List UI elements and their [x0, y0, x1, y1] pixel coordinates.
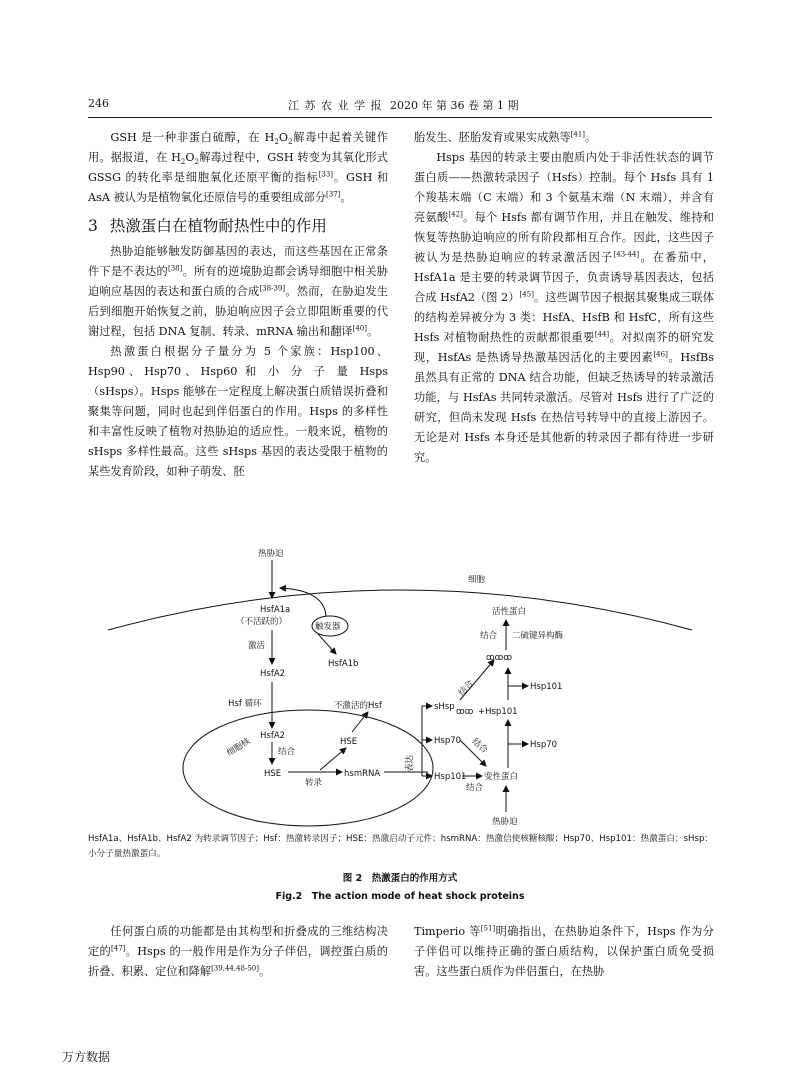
figure-diagram	[88, 540, 712, 830]
label-express: 表达	[405, 754, 415, 772]
label-hsfa1b: HsfA1b	[328, 659, 359, 669]
label-bind-diag2: 结合	[469, 736, 490, 756]
coil-mid-icon: ꝏꝏ	[456, 707, 474, 717]
bottom-left-column	[88, 922, 388, 982]
label-cell: 细胞	[468, 575, 486, 585]
label-inactive: （不活跃的）	[236, 617, 288, 627]
arrow-to-hse-mid	[320, 748, 346, 770]
paragraph-gsh: GSH 是一种非蛋白硫醇，在 $H_2O_2$解毒中起着关键作用。据报道，在 $H_2O_2$解毒过程中，GSH 转变为其氧化形式 GSSG 的转化率是细胞氧化还原平衡的指标[33]。GSH 和 AsA 被认为是植物氧化还原信号的重要组成部分[37]。	[88, 131, 389, 204]
label-active-protein: 活性蛋白	[492, 607, 527, 617]
label-hsfa2-nucleus: HsfA2	[260, 731, 286, 741]
label-bind-nucleus: 结合	[278, 747, 296, 757]
label-bind-top: 结合	[480, 631, 498, 641]
label-nucleus: 细胞核	[225, 736, 253, 759]
figure-2	[88, 540, 712, 830]
journal-name: 江 苏 农 业 学 报	[288, 99, 383, 112]
paragraph-hsp-families: 热激蛋白根据分子量分为 5 个家族：Hsp100、Hsp90、Hsp70、Hsp60 和 小 分 子 量 Hsps（sHsps）。Hsps 能够在一定程度上解决蛋白质错误折叠和聚集等问题，同时也起到伴侣蛋白的作用。Hsps 的多样性和丰富性反映了植物对热胁迫的适应性。一般来说，植物的 sHsps 多样性最高。这些 sHsps 基因的表达受限于植物的某些发育阶段，如种子萌发、胚	[88, 345, 388, 478]
arrow-to-hsfa1b	[318, 634, 336, 654]
label-hsp70-right: Hsp70	[530, 740, 558, 750]
label-heat-stress-top: 热胁迫	[258, 549, 284, 559]
label-hsf-cycle: Hsf 循环	[228, 699, 262, 709]
footer-source: 万方数据	[62, 1050, 111, 1064]
label-hse-left: HSE	[264, 769, 282, 779]
figure-caption-en: Fig.2 The action mode of heat shock proteins	[275, 891, 525, 902]
label-trigger: 触发器	[315, 622, 341, 632]
label-bind-diag1: 结合	[457, 678, 476, 699]
label-plus-hsp101: +Hsp101	[478, 707, 518, 717]
label-disulfide: 二硫键异构酶	[512, 631, 564, 641]
paragraph-heat-stress: 热胁迫能够触发防御基因的表达，而这些基因在正常条件下是不表达的[38]。所有的逆境胁迫都会诱导细胞中相关胁迫响应基因的表达和蛋白质的合成[38-39]。然而，在胁迫发生后到细胞开始恢复之前，胁迫响应因子会立即阻断重要的代谢过程，包括 DNA 复制、转录、mRNA 输出和翻译[40]。	[88, 245, 388, 338]
issue-info: 2020 年 第 36 卷 第 1 期	[390, 99, 519, 112]
label-transcription: 转录	[305, 778, 323, 788]
label-hse-mid: HSE	[340, 737, 358, 747]
figure-caption-cn: 图 2 热激蛋白的作用方式	[342, 873, 458, 884]
paragraph-continued: 胎发生、胚胎发育或果实成熟等[41]。	[414, 130, 597, 144]
label-hsfa2-top: HsfA2	[260, 669, 286, 679]
label-denatured: 变性蛋白	[484, 772, 519, 782]
label-hsfa1a: HsfA1a	[260, 605, 291, 615]
paragraph-timperio: Timperio 等[51]明确指出，在热胁迫条件下，Hsps 作为分子伴侣可以维持正确的蛋白质结构，以保护蛋白质免受损害。这些蛋白质作为伴侣蛋白，在热胁	[414, 924, 714, 978]
page-number: 246	[88, 97, 109, 110]
right-column	[414, 128, 714, 468]
label-bind-bottom: 结合	[466, 783, 484, 793]
section-heading: 3 热激蛋白在植物耐热性中的作用	[88, 217, 327, 235]
label-shsp: sHsp	[434, 702, 455, 712]
header-rule	[88, 117, 712, 118]
nucleus-ellipse	[183, 710, 433, 826]
paragraph-hsfs: Hsps 基因的转录主要由胞质内处于非活性状态的调节蛋白质——热激转录因子（Hsfs）控制。每个 Hsfs 具有 1 个羧基末端（C 末端）和 3 个氨基末端（N 末端），并含有亮氨酸[42]。每个 Hsfs 都有调节作用，并且在触发、维持和恢复等热胁迫响应的所有阶段都相互合作。因此，这些因子被认为是热胁迫响应的转录激活因子[43-44]。在番茄中，HsfA1a 是主要的转录调节因子，负责诱导基因表达，包括合成 HsfA2（图 2）[45]。这些调节因子根据其聚集成三联体的结构差异被分为 3 类：HsfA、HsfB 和 HsfC，所有这些 Hsfs 对植物耐热性的贡献都很重要[44]。对拟南芥的研究发现，HsfAs 是热诱导热激基因活化的主要因素[46]。HsfBs 虽然具有正常的 DNA 结合功能，但缺乏热诱导的转录激活功能，与 HsfAs 共同转录激活。尽管对 Hsfs 进行了广泛的研究，但尚未发现 Hsfs 在热信号转导中的直接上游因子。无论是对 Hsfs 本身还是其他新的转录因子都有待进一步研究。	[414, 151, 714, 464]
bottom-right-column	[414, 922, 714, 982]
label-activate: 激活	[248, 641, 266, 651]
label-inactive-hsf: 不激活的Hsf	[334, 701, 382, 711]
label-hsp101-right: Hsp101	[530, 682, 563, 692]
figure-note: HsfA1a、HsfA1b、HsfA2 为转录调节因子；Hsf：热激转录因子；HSE：热激启动子元件；hsmRNA：热激信使核糖核酸；Hsp70、Hsp101：热激蛋白；sHsp：小分子量热激蛋白。	[88, 834, 713, 859]
label-hsp101: Hsp101	[434, 772, 467, 782]
left-column	[88, 128, 388, 482]
paragraph-protein-function: 任何蛋白质的功能都是由其构型和折叠成的三维结构决定的[47]。Hsps 的一般作用是作为分子伴侣，调控蛋白质的折叠、积累、定位和降解[39,44,48-50]。	[88, 925, 388, 978]
coil-top-icon: ꝏꝏꝏ	[486, 653, 512, 663]
cell-membrane	[108, 590, 692, 630]
label-hsp70: Hsp70	[434, 736, 462, 746]
label-hsmrna: hsmRNA	[344, 769, 381, 779]
label-heat-stress-bottom: 热胁迫	[492, 817, 518, 827]
